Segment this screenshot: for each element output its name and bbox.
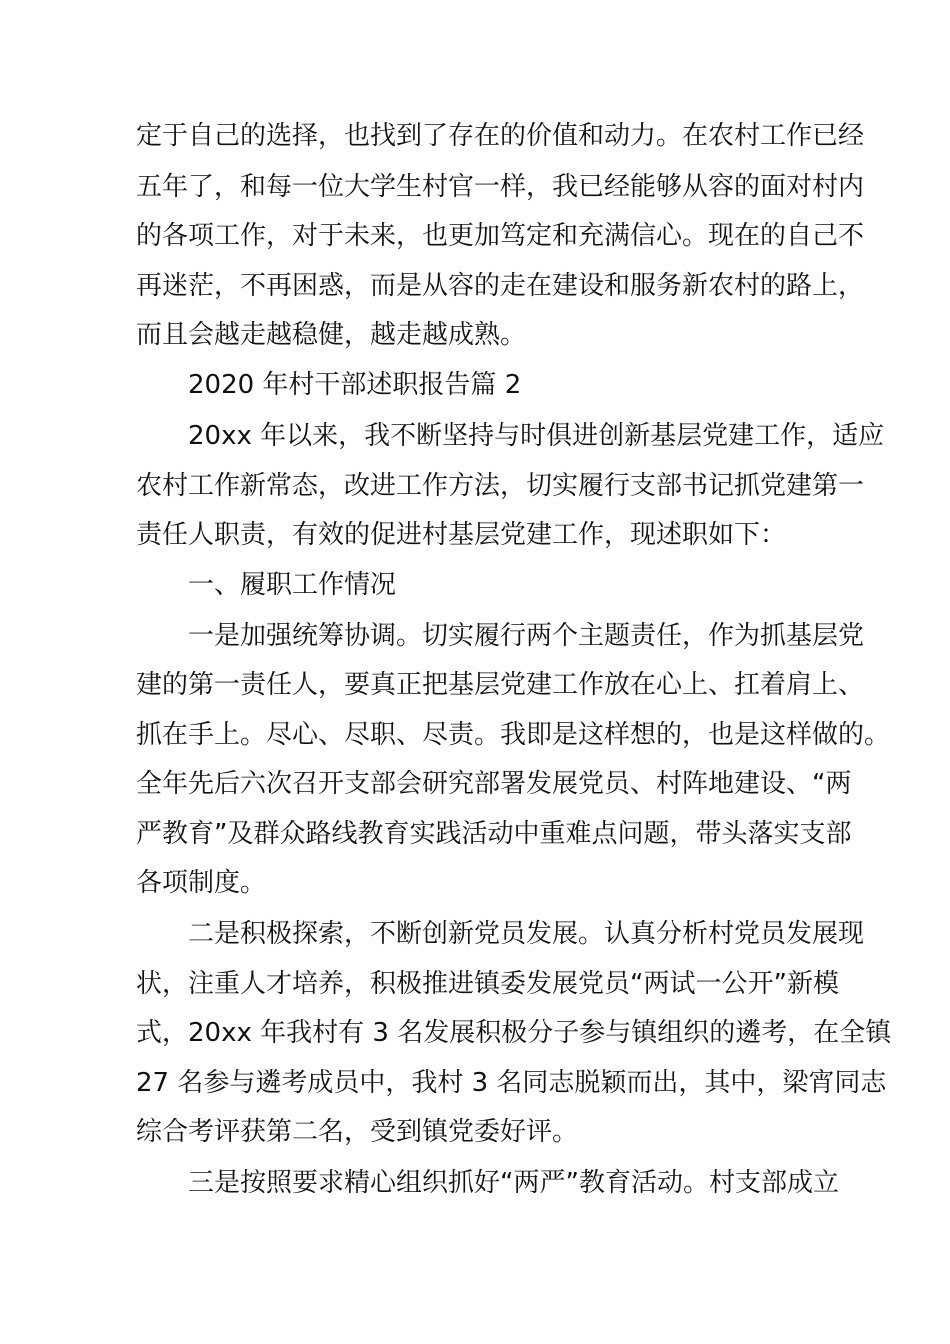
text-line: 而且会越走越稳健，越走越成熟。 [136, 320, 527, 350]
text-line: 定于自己的选择，也找到了存在的价值和动力。在农村工作已经 [136, 121, 865, 151]
text-line: 综合考评获第二名，受到镇党委好评。 [136, 1117, 579, 1147]
subsection-heading: 一、履职工作情况 [188, 570, 397, 600]
text-line: 状，注重人才培养，积极推进镇委发展党员“两试一公开”新模 [136, 969, 839, 999]
text-line: 各项制度。 [136, 868, 267, 898]
text-line: 20xx 年以来，我不断坚持与时俱进创新基层党建工作，适应 [188, 421, 885, 451]
text-line: 全年先后六次召开支部会研究部署发展党员、村阵地建设、“两 [136, 769, 852, 799]
text-line: 一是加强统筹协调。切实履行两个主题责任，作为抓基层党 [188, 621, 865, 651]
text-line: 的各项工作，对于未来，也更加笃定和充满信心。现在的自己不 [136, 221, 865, 251]
text-line: 严教育”及群众路线教育实践活动中重难点问题，带头落实支部 [136, 819, 852, 849]
text-line: 农村工作新常态，改进工作方法，切实履行支部书记抓党建第一 [136, 471, 865, 501]
text-line: 抓在手上。尽心、尽职、尽责。我即是这样想的，也是这样做的。 [136, 720, 891, 750]
text-line: 三是按照要求精心组织抓好“两严”教育活动。村支部成立 [188, 1168, 839, 1198]
section-heading: 2020 年村干部述职报告篇 2 [188, 370, 522, 400]
text-line: 建的第一责任人，要真正把基层党建工作放在心上、扛着肩上、 [136, 670, 865, 700]
text-line: 式，20xx 年我村有 3 名发展积极分子参与镇组织的遴考，在全镇 [136, 1018, 892, 1048]
text-line: 责任人职责，有效的促进村基层党建工作，现述职如下： [136, 520, 787, 550]
text-line: 27 名参与遴考成员中，我村 3 名同志脱颖而出，其中，梁宵同志 [136, 1068, 887, 1098]
text-line: 五年了，和每一位大学生村官一样，我已经能够从容的面对村内 [136, 172, 865, 202]
text-line: 二是积极探索，不断创新党员发展。认真分析村党员发展现 [188, 919, 865, 949]
text-line: 再迷茫，不再困惑，而是从容的走在建设和服务新农村的路上， [136, 271, 865, 301]
